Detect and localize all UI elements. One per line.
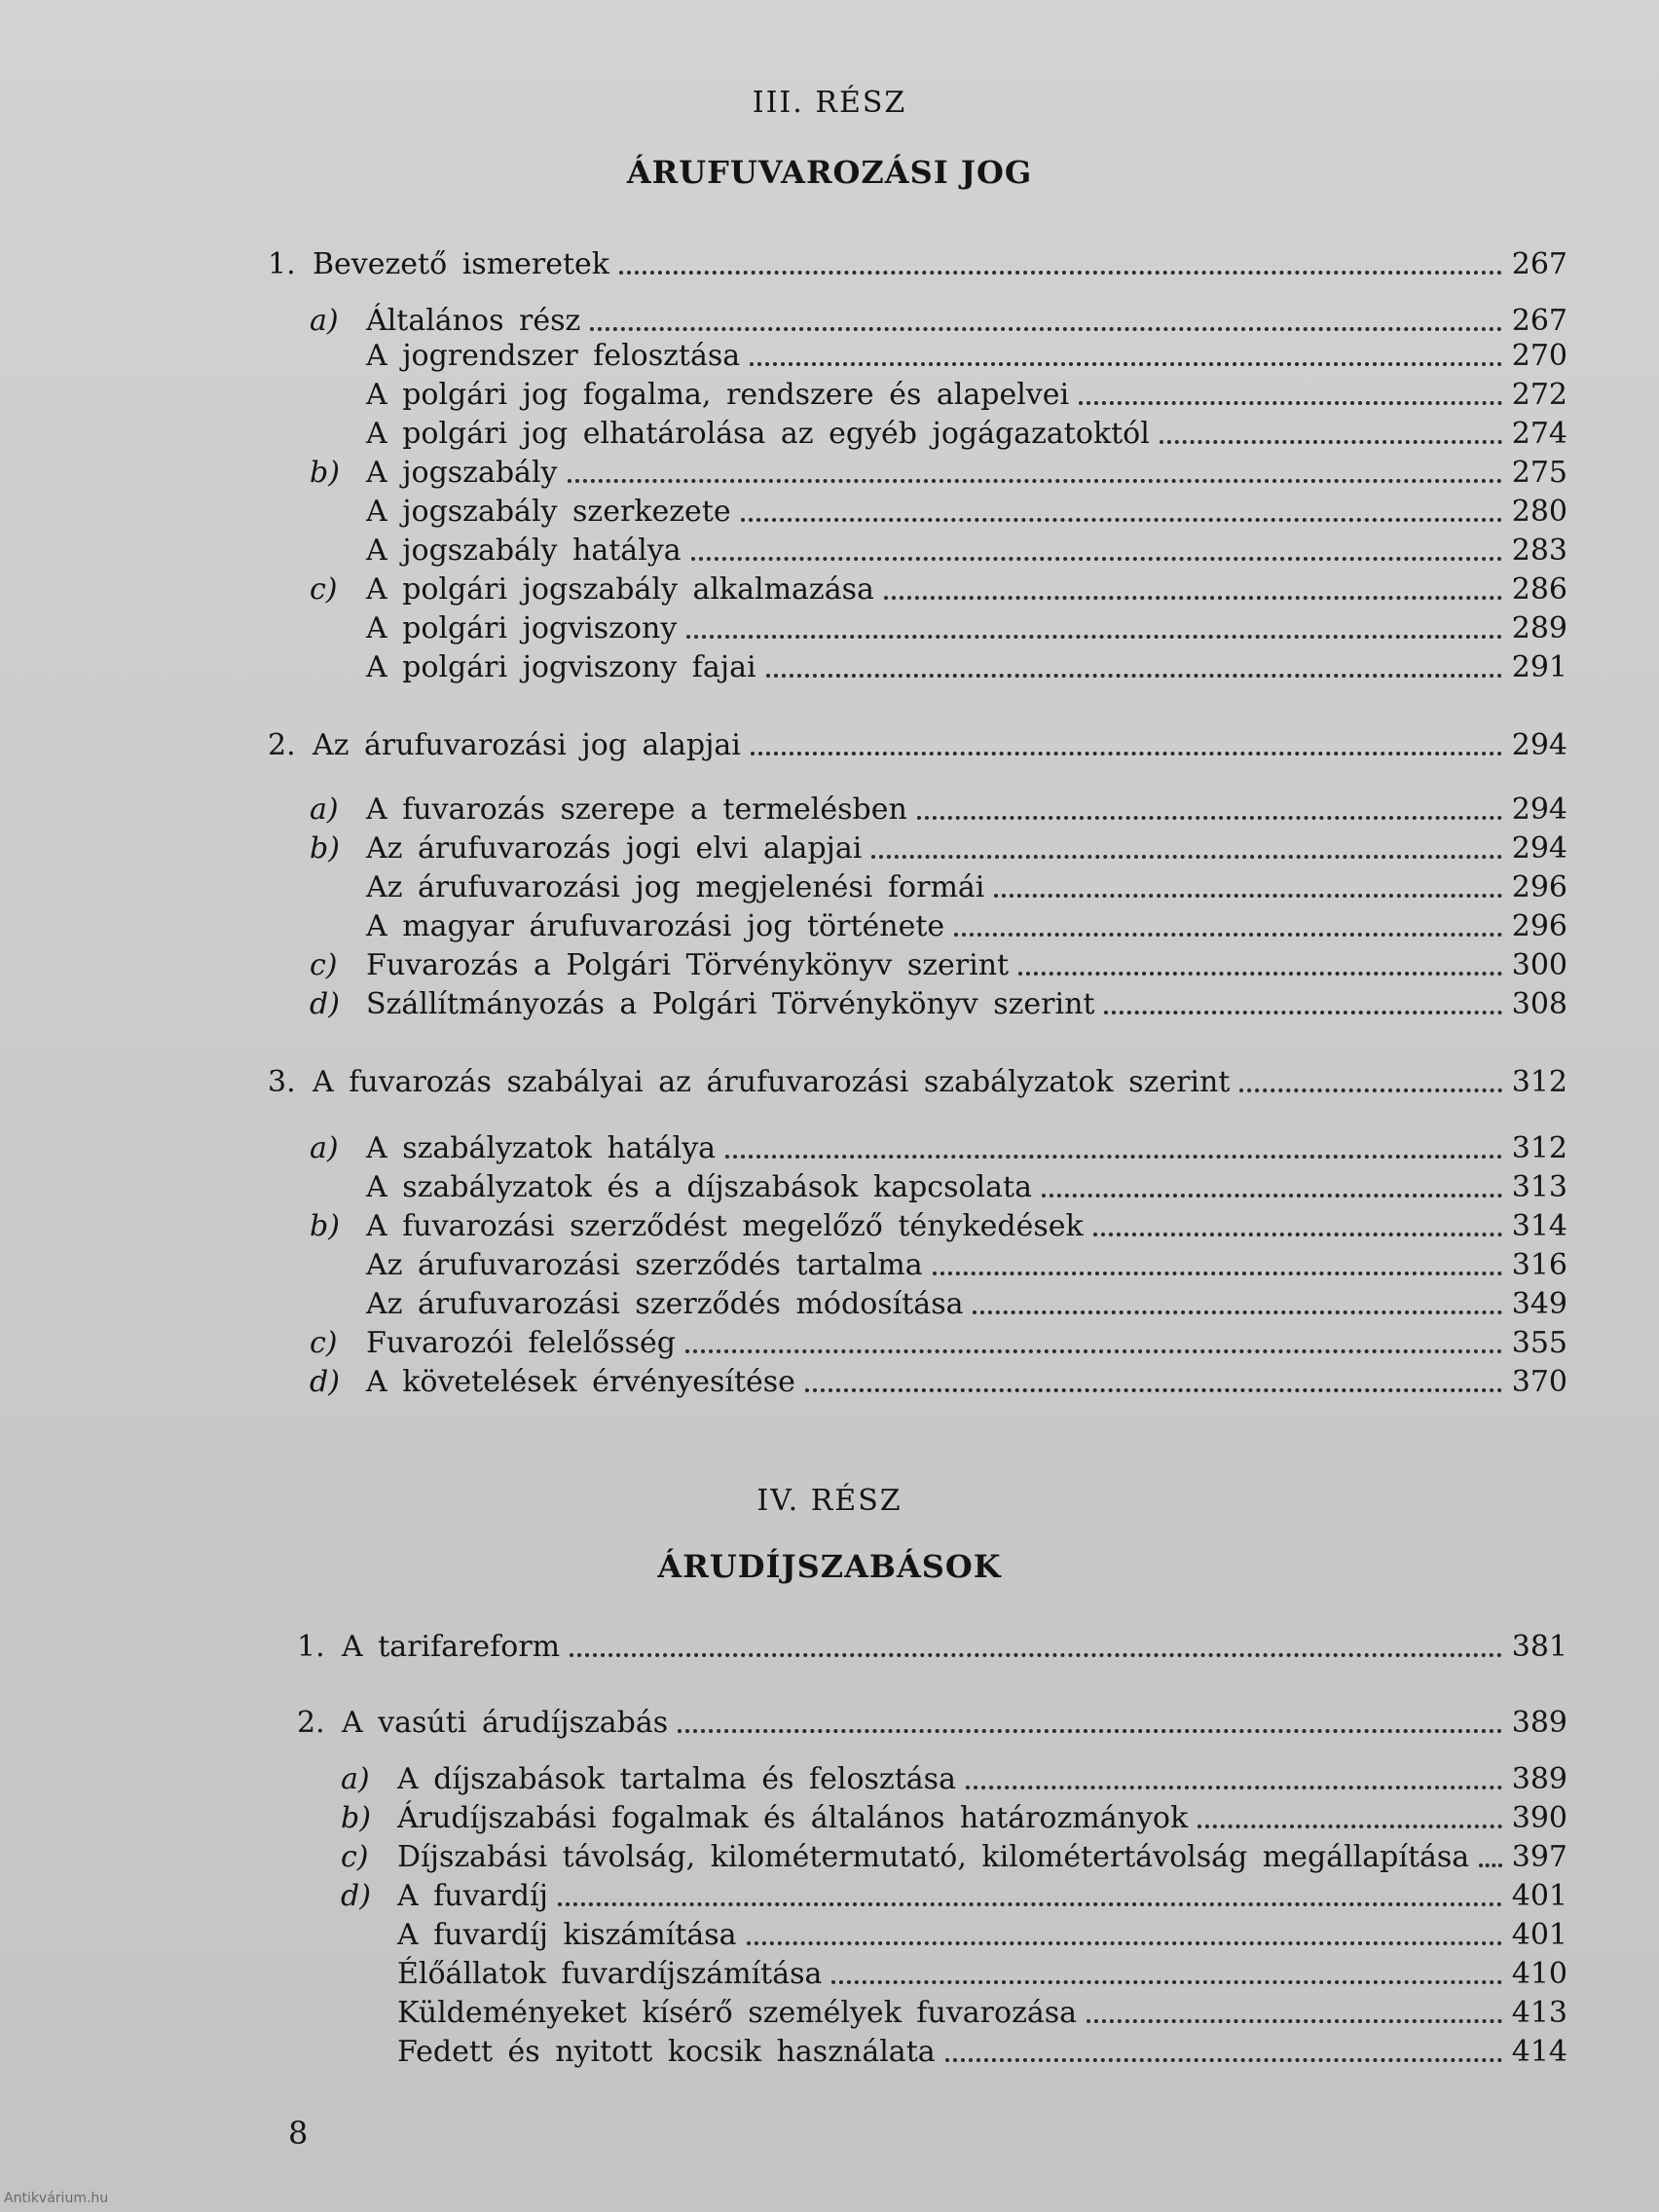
dot-leader	[933, 1272, 1502, 1275]
item-page-number: 294	[1511, 831, 1567, 866]
item-title: Általános rész	[366, 304, 581, 338]
item-page-number: 401	[1511, 1918, 1567, 1952]
item-title: A polgári jogszabály alkalmazása	[366, 572, 874, 607]
dot-leader	[558, 1902, 1502, 1906]
toc-item-row	[310, 1363, 1567, 1402]
item-page-number: 296	[1511, 870, 1567, 904]
dot-leader	[686, 635, 1501, 639]
dot-leader	[1104, 1011, 1501, 1014]
toc-item-row	[310, 532, 1567, 571]
item-letter: c)	[341, 1840, 369, 1874]
item-letter: b)	[310, 831, 340, 866]
part-3-title: ÁRUFUVAROZÁSI JOG	[626, 154, 1033, 191]
chapter-page-number: 294	[1511, 728, 1567, 762]
item-title: A polgári jogviszony fajai	[366, 650, 756, 684]
part-3-label: III. RÉSZ	[752, 86, 907, 120]
dot-leader	[966, 1786, 1502, 1789]
dot-leader	[973, 1310, 1501, 1314]
chapter-page-number: 389	[1511, 1706, 1567, 1740]
item-title: Az árufuvarozási szerződés módosítása	[366, 1287, 964, 1321]
dot-leader	[685, 1349, 1502, 1353]
toc-item-row	[310, 1246, 1567, 1285]
item-title: A fuvardíj kiszámítása	[397, 1918, 737, 1952]
item-title: Díjszabási távolság, kilométermutató, kilométertávolság megállapítása	[397, 1840, 1470, 1874]
dot-leader	[1479, 1863, 1502, 1867]
item-title: Élőállatok fuvardíjszámítása	[397, 1957, 823, 1991]
toc-item-row	[310, 302, 1567, 341]
toc-item-row	[310, 1207, 1567, 1246]
chapter-title: A tarifareform	[342, 1630, 561, 1664]
item-page-number: 414	[1511, 2035, 1567, 2069]
chapter-title: Bevezető ismeretek	[313, 247, 609, 281]
chapter-title: A fuvarozás szabályai az árufuvarozási szabályzatok szerint	[313, 1065, 1231, 1099]
item-letter: b)	[310, 456, 340, 490]
part-4-title: ÁRUDÍJSZABÁSOK	[657, 1548, 1002, 1585]
toc-item-row	[341, 1838, 1567, 1877]
item-page-number: 274	[1511, 417, 1567, 451]
item-letter: d)	[310, 1365, 340, 1399]
item-title: A jogszabály hatálya	[366, 534, 682, 568]
toc-item-row	[310, 1324, 1567, 1363]
item-title: Árudíjszabási fogalmak és általános határozmányok	[397, 1801, 1189, 1835]
dot-leader	[994, 894, 1501, 898]
item-page-number: 296	[1511, 909, 1567, 943]
item-letter: c)	[310, 572, 338, 607]
dot-leader	[954, 933, 1502, 937]
chapter-page-number: 312	[1511, 1065, 1567, 1099]
item-title: A magyar árufuvarozási jog története	[366, 909, 945, 943]
dot-leader	[619, 271, 1502, 275]
item-page-number: 291	[1511, 650, 1567, 684]
dot-leader	[741, 518, 1502, 522]
item-page-number: 286	[1511, 572, 1567, 607]
item-page-number: 390	[1511, 1801, 1567, 1835]
toc-item-row	[310, 454, 1567, 493]
dot-leader	[1239, 1088, 1501, 1092]
dot-leader	[917, 816, 1502, 820]
item-letter: d)	[310, 987, 340, 1021]
chapter-number: 2.	[297, 1706, 325, 1740]
item-title: Az árufuvarozás jogi elvi alapjai	[366, 831, 863, 866]
part-4-label: IV. RÉSZ	[756, 1484, 903, 1518]
dot-leader	[751, 752, 1502, 756]
toc-item-row	[341, 1994, 1567, 2033]
dot-leader	[691, 557, 1502, 561]
item-page-number: 272	[1511, 378, 1567, 412]
chapter-page-number: 381	[1511, 1630, 1567, 1664]
item-title: A jogszabály	[366, 456, 558, 490]
chapter-number: 2.	[268, 728, 296, 762]
toc-item-row	[310, 648, 1567, 687]
toc-item-row	[310, 791, 1567, 830]
toc-chapter-row	[297, 1628, 1567, 1667]
item-letter: d)	[341, 1879, 371, 1913]
item-page-number: 280	[1511, 495, 1567, 529]
item-page-number: 289	[1511, 611, 1567, 645]
item-title: Fedett és nyitott kocsik használata	[397, 2035, 936, 2069]
item-title: A fuvarozási szerződést megelőző ténykedések	[366, 1209, 1084, 1243]
item-letter: a)	[341, 1762, 370, 1796]
item-title: A jogrendszer felosztása	[366, 339, 741, 373]
dot-leader	[1160, 440, 1502, 444]
dot-leader	[1018, 972, 1502, 976]
dot-leader	[1087, 2019, 1502, 2023]
dot-leader	[831, 1980, 1501, 1984]
dot-leader	[568, 479, 1502, 483]
item-title: Fuvarozás a Polgári Törvénykönyv szerint	[366, 948, 1010, 982]
item-letter: c)	[310, 948, 338, 982]
item-page-number: 413	[1511, 1996, 1567, 2030]
item-letter: a)	[310, 793, 339, 827]
item-page-number: 314	[1511, 1209, 1567, 1243]
toc-item-row	[310, 907, 1567, 946]
dot-leader	[1198, 1825, 1502, 1828]
toc-chapter-row	[268, 1063, 1567, 1102]
chapter-number: 3.	[268, 1065, 296, 1099]
item-title: A fuvarozás szerepe a termelésben	[366, 793, 907, 827]
toc-item-row	[310, 946, 1567, 985]
toc-item-row	[310, 376, 1567, 415]
item-page-number: 270	[1511, 339, 1567, 373]
item-title: Fuvarozói felelősség	[366, 1326, 676, 1360]
item-page-number: 267	[1511, 304, 1567, 338]
dot-leader	[747, 1941, 1502, 1945]
item-page-number: 370	[1511, 1365, 1567, 1399]
dot-leader	[590, 327, 1501, 331]
toc-item-row	[310, 830, 1567, 868]
dot-leader	[884, 596, 1502, 600]
item-title: A szabályzatok és a díjszabások kapcsolata	[366, 1170, 1032, 1204]
watermark-text: Antikvárium.hu	[4, 2191, 109, 2206]
item-page-number: 308	[1511, 987, 1567, 1021]
page-number: 8	[288, 2115, 309, 2152]
item-page-number: 294	[1511, 793, 1567, 827]
item-title: A jogszabály szerkezete	[366, 495, 731, 529]
dot-leader	[725, 1155, 1502, 1159]
dot-leader	[1093, 1233, 1502, 1236]
item-title: Az árufuvarozási szerződés tartalma	[366, 1248, 923, 1282]
toc-item-row	[341, 1955, 1567, 1994]
toc-item-row	[341, 1877, 1567, 1916]
toc-item-row	[341, 2033, 1567, 2072]
item-letter: a)	[310, 1131, 339, 1165]
chapter-page-number: 267	[1511, 247, 1567, 281]
item-page-number: 355	[1511, 1326, 1567, 1360]
item-letter: b)	[341, 1801, 371, 1835]
toc-item-row	[310, 493, 1567, 532]
toc-item-row	[310, 415, 1567, 454]
toc-item-row	[310, 1285, 1567, 1324]
item-title: Szállítmányozás a Polgári Törvénykönyv szerint	[366, 987, 1095, 1021]
toc-item-row	[341, 1760, 1567, 1799]
item-page-number: 401	[1511, 1879, 1567, 1913]
item-page-number: 313	[1511, 1170, 1567, 1204]
item-page-number: 397	[1511, 1840, 1567, 1874]
item-title: Az árufuvarozási jog megjelenési formái	[366, 870, 985, 904]
toc-item-row	[310, 337, 1567, 376]
toc-item-row	[310, 609, 1567, 648]
dot-leader	[750, 362, 1502, 366]
item-page-number: 300	[1511, 948, 1567, 982]
item-page-number: 283	[1511, 534, 1567, 568]
item-title: A díjszabások tartalma és felosztása	[397, 1762, 956, 1796]
chapter-title: A vasúti árudíjszabás	[342, 1706, 669, 1740]
item-page-number: 410	[1511, 1957, 1567, 1991]
dot-leader	[678, 1729, 1502, 1733]
chapter-number: 1.	[297, 1630, 325, 1664]
chapter-title: Az árufuvarozási jog alapjai	[313, 728, 741, 762]
item-title: A polgári jog elhatárolása az egyéb jogágazatoktól	[366, 417, 1150, 451]
chapter-number: 1.	[268, 247, 296, 281]
item-page-number: 316	[1511, 1248, 1567, 1282]
dot-leader	[570, 1653, 1502, 1657]
item-letter: a)	[310, 304, 339, 338]
toc-item-row	[310, 1168, 1567, 1207]
toc-chapter-row	[268, 245, 1567, 284]
dot-leader	[1079, 401, 1502, 405]
toc-item-row	[310, 985, 1567, 1024]
item-page-number: 349	[1511, 1287, 1567, 1321]
toc-item-row	[310, 571, 1567, 609]
item-title: A fuvardíj	[397, 1879, 548, 1913]
dot-leader	[945, 2058, 1502, 2062]
toc-item-row	[310, 1129, 1567, 1168]
item-page-number: 312	[1511, 1131, 1567, 1165]
item-title: A polgári jog fogalma, rendszere és alapelvei	[366, 378, 1070, 412]
item-letter: b)	[310, 1209, 340, 1243]
item-page-number: 389	[1511, 1762, 1567, 1796]
dot-leader	[766, 674, 1502, 678]
toc-chapter-row	[297, 1704, 1567, 1743]
item-title: Küldeményeket kísérő személyek fuvarozása	[397, 1996, 1078, 2030]
dot-leader	[805, 1388, 1502, 1392]
item-title: A polgári jogviszony	[366, 611, 678, 645]
item-letter: c)	[310, 1326, 338, 1360]
toc-chapter-row	[268, 726, 1567, 765]
dot-leader	[871, 855, 1501, 859]
item-title: A szabályzatok hatálya	[366, 1131, 717, 1165]
toc-item-row	[341, 1799, 1567, 1838]
dot-leader	[1042, 1194, 1502, 1198]
toc-item-row	[310, 868, 1567, 907]
toc-item-row	[341, 1916, 1567, 1955]
item-title: A követelések érvényesítése	[366, 1365, 795, 1399]
item-page-number: 275	[1511, 456, 1567, 490]
